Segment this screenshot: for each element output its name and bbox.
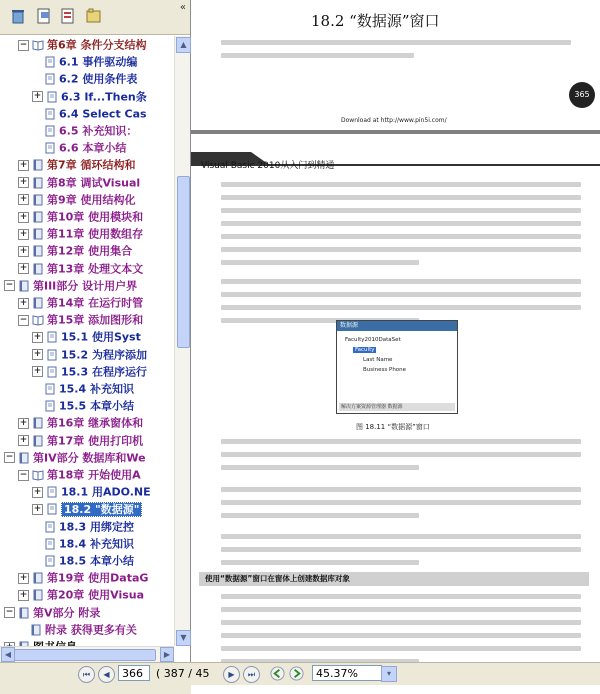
bookmark-item[interactable] <box>18 586 144 603</box>
collapse-toggle[interactable]: − <box>19 39 28 50</box>
expand-toggle[interactable]: + <box>19 177 28 188</box>
bookmark-item[interactable] <box>32 88 147 105</box>
bookmark-item[interactable] <box>18 260 143 277</box>
text-line <box>221 292 581 297</box>
bookmark-item[interactable] <box>18 294 143 311</box>
section-heading: 18.2 “数据源”窗口 <box>311 12 440 30</box>
first-page-button[interactable]: ⏮ <box>78 666 95 683</box>
bookmark-item[interactable] <box>32 535 134 552</box>
bookmark-label: 第19章 使用DataG <box>47 571 149 585</box>
text-line <box>221 646 581 651</box>
text-line <box>221 487 581 492</box>
bookmark-label: 6.5 补充知识： <box>59 124 138 138</box>
page-icon <box>46 91 58 103</box>
bookmark-label: 6.1 事件驱动编 <box>59 55 138 69</box>
bookmark-item[interactable] <box>18 466 141 483</box>
figure-tabs: 解决方案资源管理器 数据源 <box>339 403 455 411</box>
tree-spacer <box>32 75 41 84</box>
bookmark-item[interactable] <box>18 36 146 53</box>
book-icon <box>32 177 44 189</box>
bookmark-tree <box>0 36 172 646</box>
bookmark-item[interactable] <box>32 380 134 397</box>
last-page-button[interactable]: ⏭ <box>243 666 260 683</box>
page-icon <box>44 142 56 154</box>
bookmark-item[interactable] <box>32 70 137 87</box>
page-icon <box>44 400 56 412</box>
scroll-up-arrow[interactable]: ▲ <box>176 37 191 53</box>
book-icon <box>30 624 42 636</box>
expand-toggle[interactable]: + <box>19 228 28 239</box>
tree-spacer <box>32 58 41 67</box>
expand-toggle[interactable]: + <box>33 503 42 514</box>
bookmark-item[interactable] <box>32 53 137 70</box>
expand-toggle[interactable]: + <box>19 263 28 274</box>
text-line <box>221 513 419 518</box>
scrollbar-thumb[interactable] <box>177 176 190 348</box>
collapse-toggle[interactable]: − <box>5 452 14 463</box>
bookmarks-toolbar <box>0 0 190 35</box>
collapse-toggle[interactable]: − <box>5 607 14 618</box>
download-footer: Download at http://www.pin5i.com/ <box>341 117 447 124</box>
bookmark-item[interactable] <box>18 414 143 431</box>
trash-icon[interactable] <box>10 8 26 24</box>
page-icon <box>46 503 58 515</box>
bookmark-label: 18.4 补充知识 <box>59 537 134 551</box>
scroll-left-arrow[interactable]: ◀ <box>1 647 15 662</box>
bookmark-label: 第11章 使用数组存 <box>47 227 144 241</box>
next-page-button[interactable]: ▶ <box>223 666 240 683</box>
bookmark-label: 15.3 在程序运行 <box>61 365 147 379</box>
bookmark-label: 第12章 使用集合 <box>47 244 133 258</box>
bookmark-label: 6.4 Select Cas <box>59 107 147 121</box>
expand-toggle[interactable]: + <box>19 589 28 600</box>
expand-toggle[interactable]: + <box>19 572 28 583</box>
bookmark-label: 15.5 本章小结 <box>59 399 134 413</box>
page-icon <box>44 56 56 68</box>
bookmark-item[interactable] <box>32 552 134 569</box>
text-line <box>221 221 581 226</box>
book-icon <box>18 280 30 292</box>
open-book-icon <box>32 469 44 481</box>
expand-toggle[interactable]: + <box>19 194 28 205</box>
page-header-title: Visual Basic 2010从入门到精通 <box>201 161 335 171</box>
horizontal-scrollbar-thumb[interactable] <box>14 649 156 661</box>
book-icon <box>32 245 44 257</box>
bookmark-item[interactable] <box>32 346 147 363</box>
page-icon <box>46 366 58 378</box>
bookmark-item[interactable] <box>32 483 151 500</box>
text-line <box>221 594 581 599</box>
text-line <box>221 195 581 200</box>
expand-toggle[interactable]: + <box>33 91 42 102</box>
tree-spacer <box>32 144 41 153</box>
book-icon <box>32 263 44 275</box>
tree-spacer <box>32 109 41 118</box>
open-book-icon <box>32 39 44 51</box>
tree-spacer <box>32 522 41 531</box>
text-line <box>221 234 581 239</box>
figure-caption: 图 18.11 “数据源”窗口 <box>356 423 430 431</box>
page-366 <box>191 134 600 694</box>
text-line <box>221 620 581 625</box>
zoom-dropdown-button[interactable]: ▾ <box>381 666 397 682</box>
figure-lastname-item: Last Name <box>363 357 393 363</box>
book-icon <box>32 297 44 309</box>
book-icon <box>32 572 44 584</box>
expand-toggle[interactable]: + <box>19 245 28 256</box>
bookmark-item[interactable] <box>18 432 143 449</box>
expand-toggle[interactable]: + <box>19 211 28 222</box>
expand-toggle[interactable]: + <box>19 159 28 170</box>
expand-toggle[interactable]: + <box>33 331 42 342</box>
previous-page-button[interactable]: ◀ <box>98 666 115 683</box>
bookmarks-horizontal-scrollbar[interactable] <box>0 646 174 662</box>
tree-spacer <box>18 625 27 634</box>
page-365 <box>191 0 600 130</box>
collapse-toggle[interactable]: − <box>19 469 28 480</box>
book-icon <box>32 211 44 223</box>
figure-dataset-item: Faculty2010DataSet <box>345 337 401 343</box>
bookmark-label: 第13章 处理文本文 <box>47 262 144 276</box>
text-line <box>221 547 581 552</box>
tree-spacer <box>32 557 41 566</box>
bookmark-item[interactable] <box>18 311 143 328</box>
bookmark-item[interactable] <box>18 621 137 638</box>
bookmark-item[interactable] <box>32 363 147 380</box>
bookmark-options-icon[interactable] <box>86 8 102 24</box>
book-icon <box>32 194 44 206</box>
expand-toggle[interactable]: + <box>33 366 42 377</box>
figure-window-title: 数据源 <box>337 321 457 331</box>
navigation-toolbar <box>0 662 600 685</box>
bookmark-label: 6.2 使用条件表 <box>59 72 138 86</box>
bookmark-item[interactable] <box>18 208 143 225</box>
scroll-right-arrow[interactable]: ▶ <box>160 647 174 662</box>
text-line <box>221 53 414 58</box>
book-icon <box>32 417 44 429</box>
bookmark-label: 第III部分 设计用户界 <box>33 279 138 293</box>
next-view-icon[interactable] <box>289 666 304 681</box>
page-icon <box>46 331 58 343</box>
bookmark-item[interactable] <box>18 156 135 173</box>
bookmark-label: 18.1 用ADO.NE <box>61 485 151 499</box>
bookmark-label: 第10章 使用模块和 <box>47 210 144 224</box>
text-line <box>221 260 419 265</box>
previous-view-icon[interactable] <box>270 666 285 681</box>
scroll-down-arrow[interactable]: ▼ <box>176 630 191 646</box>
tree-spacer <box>32 539 41 548</box>
book-icon <box>18 607 30 619</box>
bookmarks-panel <box>0 0 191 662</box>
bookmark-item[interactable] <box>32 139 126 156</box>
page-icon <box>44 521 56 533</box>
bookmark-item[interactable] <box>32 397 134 414</box>
figure-faculty-item: Faculty <box>355 347 375 353</box>
bookmark-label: 18.2 "数据源" <box>61 502 142 517</box>
page-icon <box>44 125 56 137</box>
text-line <box>221 607 581 612</box>
tree-spacer <box>32 127 41 136</box>
bookmark-label: 第IV部分 数据库和We <box>33 451 146 465</box>
bookmark-item-selected[interactable] <box>32 500 142 517</box>
bookmark-label: 第15章 添加图形和 <box>47 313 144 327</box>
text-line <box>221 465 419 470</box>
bookmark-label: 附录 获得更多有关 <box>45 623 137 637</box>
zoom-input[interactable]: 45.37% <box>312 665 382 681</box>
text-line <box>221 208 581 213</box>
bookmark-label: 第18章 开始使用A <box>47 468 141 482</box>
bookmark-label: 第7章 循环结构和 <box>47 158 136 172</box>
book-icon <box>32 159 44 171</box>
figure-data-sources-window <box>336 320 458 414</box>
expand-toggle[interactable]: + <box>33 349 42 360</box>
bookmark-item[interactable] <box>4 277 137 294</box>
bookmark-label: 6.6 本章小结 <box>59 141 127 155</box>
bookmark-label: 第9章 使用结构化 <box>47 193 136 207</box>
text-line <box>221 305 581 310</box>
page-icon <box>44 383 56 395</box>
bookmark-item[interactable] <box>18 225 143 242</box>
page-icon <box>44 73 56 85</box>
bookmark-item[interactable] <box>18 191 135 208</box>
book-icon <box>32 228 44 240</box>
book-icon <box>18 452 30 464</box>
text-line <box>221 633 581 638</box>
collapse-toggle[interactable]: − <box>19 314 28 325</box>
step-heading: 使用“数据源”窗口在窗体上创建数据库对象 <box>205 574 350 583</box>
text-line <box>221 534 581 539</box>
bookmarks-vertical-scrollbar[interactable] <box>174 36 190 646</box>
page-icon <box>44 108 56 120</box>
bookmark-item[interactable] <box>32 328 141 345</box>
expand-toggle[interactable]: + <box>19 435 28 446</box>
book-icon <box>32 589 44 601</box>
page-count-label: ( 387 / 45 <box>156 667 210 680</box>
document-view[interactable] <box>191 0 600 662</box>
bookmark-label: 15.2 为程序添加 <box>61 348 147 362</box>
page-number-badge: 365 <box>569 82 595 108</box>
page-icon <box>46 349 58 361</box>
book-icon <box>32 435 44 447</box>
bookmark-item[interactable] <box>18 242 132 259</box>
text-line <box>221 279 581 284</box>
bookmark-label: 第17章 使用打印机 <box>47 434 144 448</box>
bookmark-item[interactable] <box>32 122 137 139</box>
page-icon <box>46 486 58 498</box>
text-line <box>221 40 571 45</box>
bookmark-label: 18.5 本章小结 <box>59 554 134 568</box>
bookmark-label: 第6章 条件分支结构 <box>47 38 147 52</box>
expand-toggle[interactable]: + <box>19 297 28 308</box>
bookmark-item[interactable] <box>4 604 100 621</box>
bookmark-label: 6.3 If...Then条 <box>61 90 147 104</box>
text-line <box>221 439 581 444</box>
text-line <box>221 500 581 505</box>
bookmark-label: 15.1 使用Syst <box>61 330 141 344</box>
bookmark-label: 15.4 补充知识 <box>59 382 134 396</box>
bookmark-label: 第V部分 附录 <box>33 606 101 620</box>
text-line <box>221 182 581 187</box>
bookmark-label: 第14章 在运行时管 <box>47 296 144 310</box>
bookmark-item[interactable] <box>18 174 140 191</box>
bookmark-item[interactable] <box>32 518 134 535</box>
figure-phone-item: Business Phone <box>363 367 407 373</box>
bookmark-label: 第20章 使用Visua <box>47 588 145 602</box>
text-line <box>221 452 581 457</box>
tree-spacer <box>32 385 41 394</box>
tree-spacer <box>32 402 41 411</box>
add-bookmark-icon[interactable] <box>36 8 52 24</box>
expand-toggle[interactable]: + <box>19 417 28 428</box>
text-line <box>221 560 419 565</box>
bookmark-item[interactable] <box>18 569 148 586</box>
collapse-toggle[interactable]: − <box>5 280 14 291</box>
expand-toggle[interactable]: + <box>33 486 42 497</box>
bookmark-item[interactable] <box>32 105 147 122</box>
bookmark-label: 18.3 用绑定控 <box>59 520 134 534</box>
bookmark-list-icon[interactable] <box>60 8 76 24</box>
bookmark-label: 第16章 继承窗体和 <box>47 416 144 430</box>
page-icon <box>44 555 56 567</box>
bookmark-label: 第8章 调试Visual <box>47 176 141 190</box>
text-line <box>221 247 581 252</box>
page-icon <box>44 538 56 550</box>
open-book-icon <box>32 314 44 326</box>
bookmark-item[interactable] <box>4 449 146 466</box>
page-number-input[interactable]: 366 <box>118 665 150 681</box>
collapse-panel-button[interactable]: « <box>179 2 186 13</box>
